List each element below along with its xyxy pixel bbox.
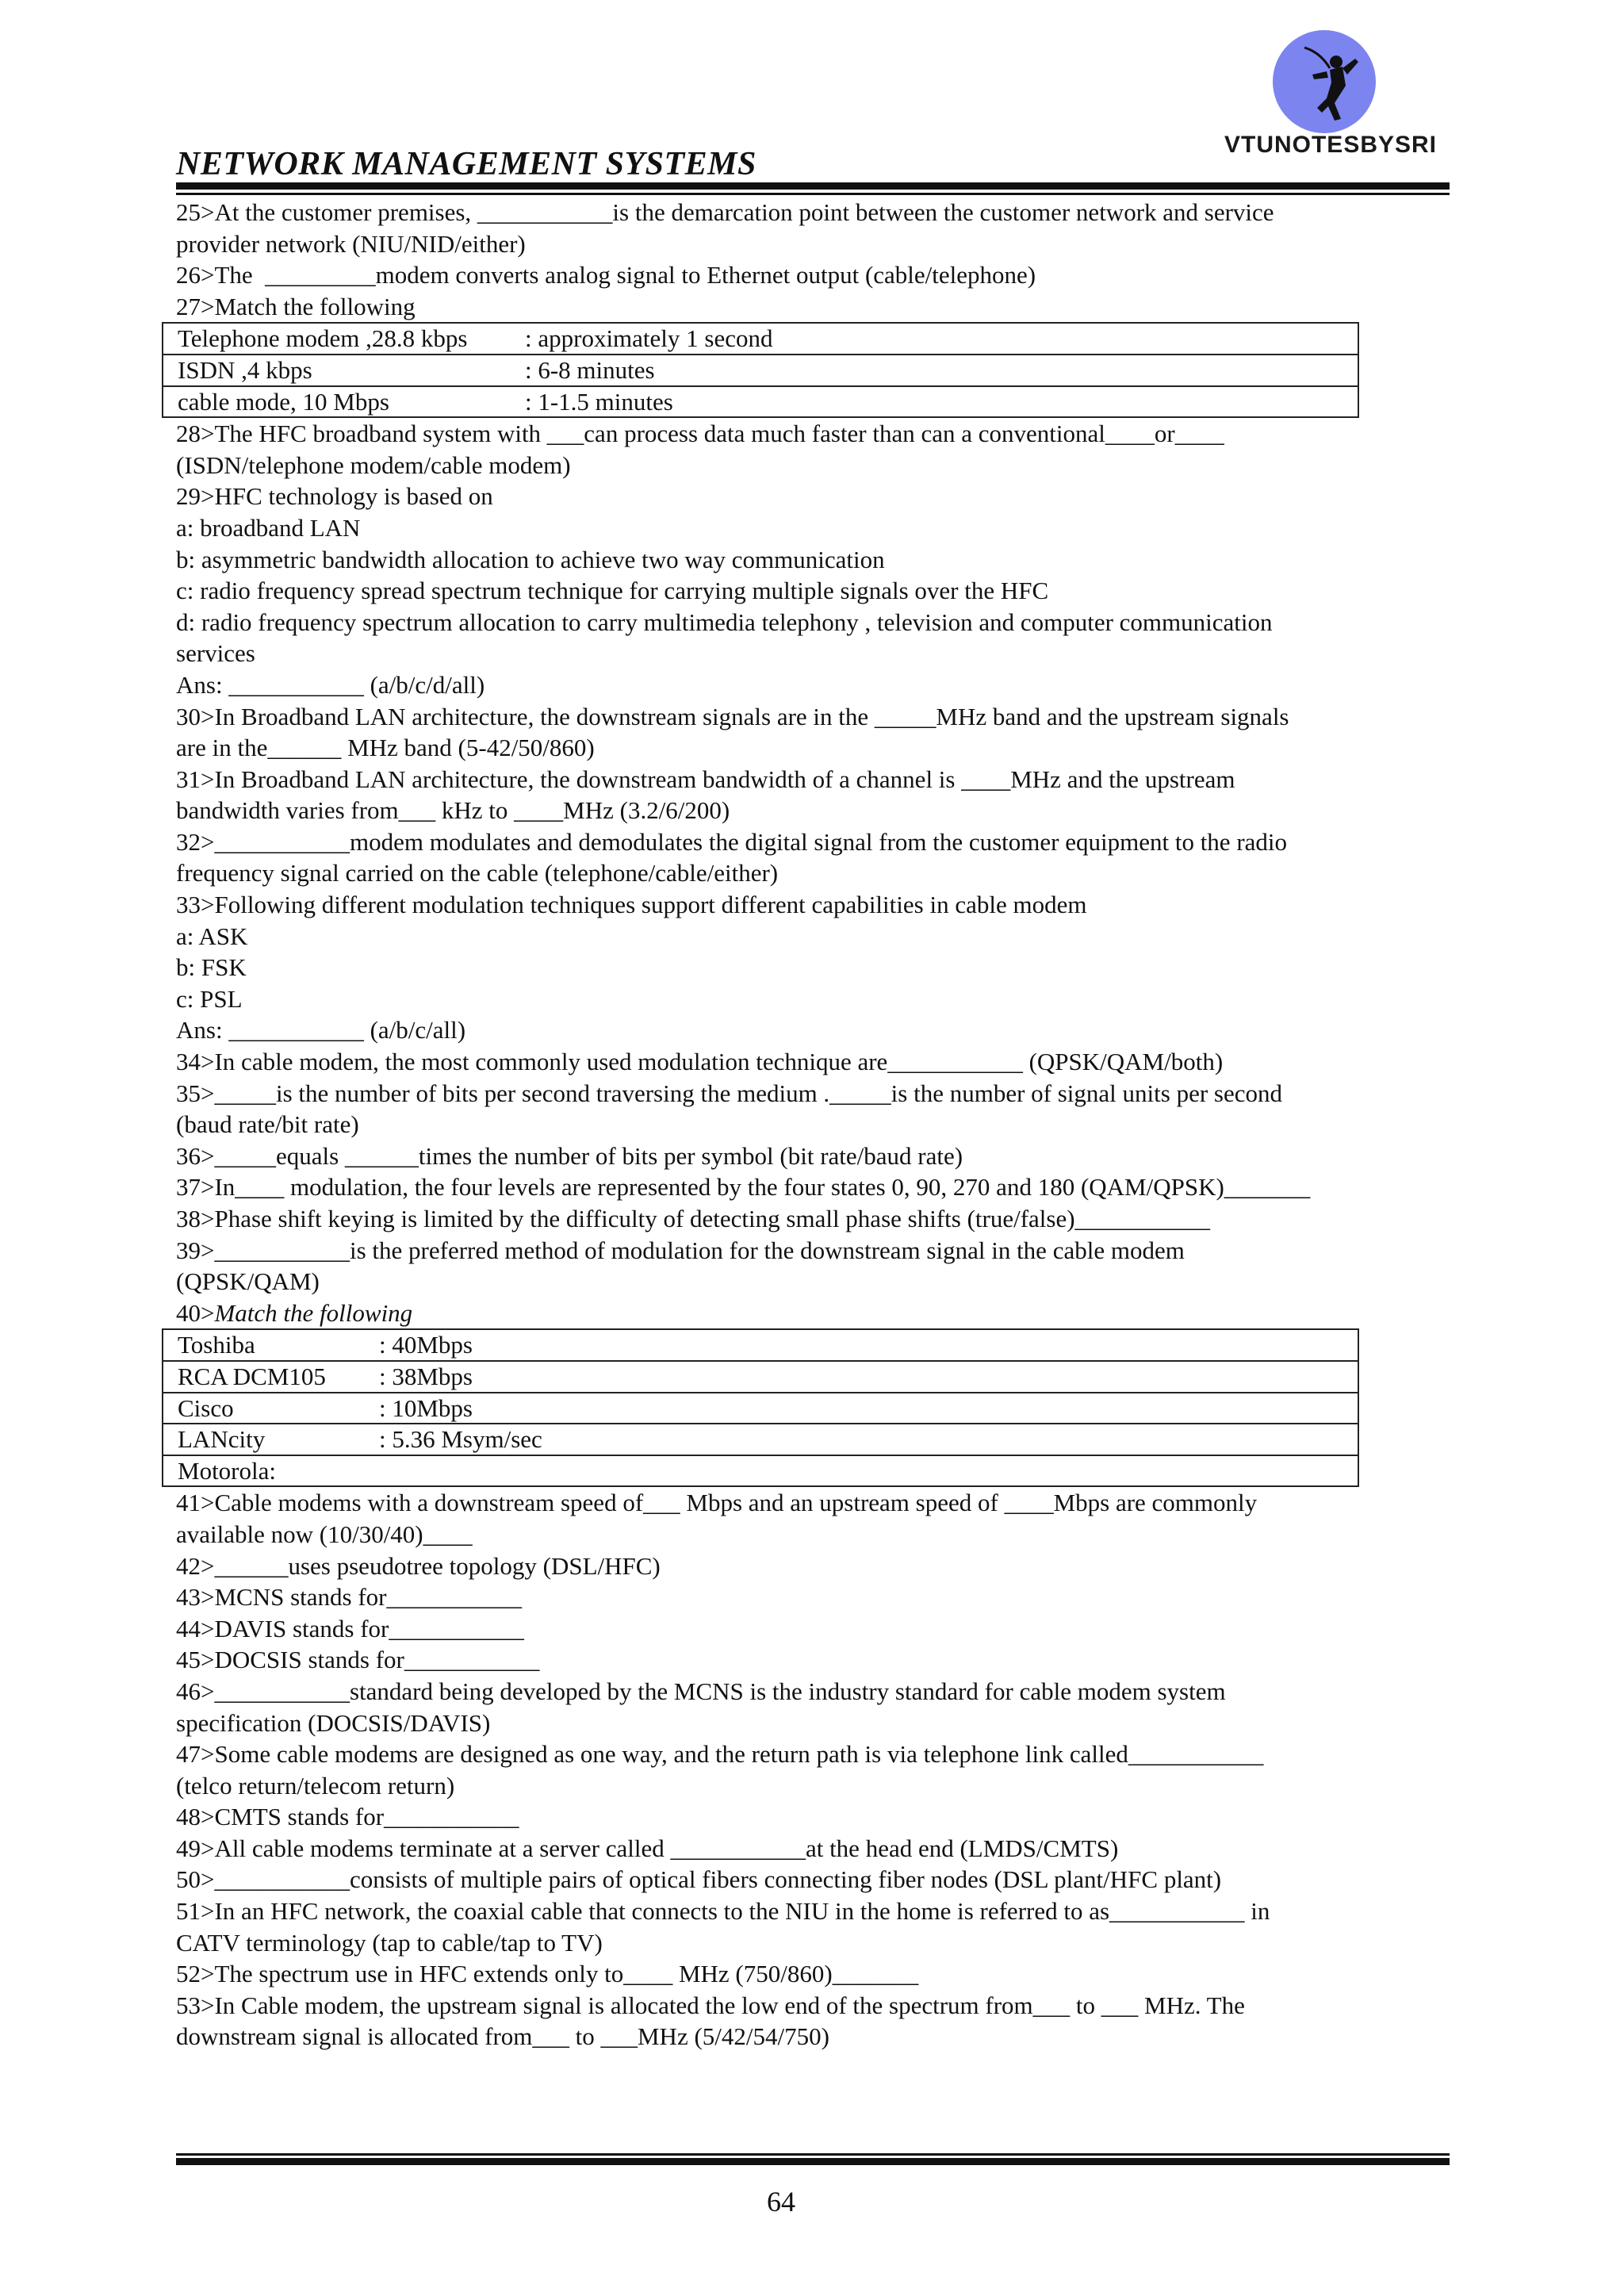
text-line: 46>___________standard being developed by the MCNS is the industry standard for cable modem system bbox=[176, 1677, 1226, 1705]
footer-rule-thin bbox=[176, 2153, 1450, 2156]
text-line: 34>In cable modem, the most commonly used modulation technique are___________ (QPSK/QAM/both) bbox=[176, 1048, 1224, 1076]
text-line: 29>HFC technology is based on bbox=[176, 482, 493, 511]
match-value: : 5.36 Msym/sec bbox=[379, 1425, 542, 1454]
text-line: 49>All cable modems terminate at a server called ___________at the head end (LMDS/CMTS) bbox=[176, 1834, 1119, 1862]
text-line: a: broadband LAN bbox=[176, 513, 361, 542]
text-line: services bbox=[176, 639, 255, 668]
questions-28-39 bbox=[176, 418, 1450, 1297]
table-row bbox=[163, 1329, 1358, 1361]
question-text: Match the following bbox=[214, 1298, 413, 1327]
match-value: : 1-1.5 minutes bbox=[525, 387, 673, 416]
text-line: 37>In____ modulation, the four levels are represented by the four states 0, 90, 270 and 180 (QAM/QPSK)_______ bbox=[176, 1173, 1311, 1202]
table-row bbox=[163, 1361, 1358, 1393]
text-line: c: PSL bbox=[176, 984, 243, 1013]
match-value: : 38Mbps bbox=[379, 1362, 473, 1390]
text-line: (ISDN/telephone modem/cable modem) bbox=[176, 450, 571, 479]
text-line: (baud rate/bit rate) bbox=[176, 1110, 359, 1139]
match-value: : 6-8 minutes bbox=[525, 355, 655, 384]
text-line: 39>___________is the preferred method of modulation for the downstream signal in the cable modem bbox=[176, 1236, 1185, 1264]
question-list bbox=[176, 197, 1450, 2053]
table-row bbox=[163, 1393, 1358, 1424]
table-cell bbox=[163, 1329, 1358, 1361]
page-number: 64 bbox=[767, 2186, 795, 2217]
text-line: (telco return/telecom return) bbox=[176, 1771, 455, 1800]
match-table-modems bbox=[162, 322, 1359, 418]
document-title: NETWORK MANAGEMENT SYSTEMS bbox=[176, 146, 756, 182]
text-line: 48>CMTS stands for___________ bbox=[176, 1803, 519, 1831]
text-line: specification (DOCSIS/DAVIS) bbox=[176, 1708, 491, 1737]
table-row bbox=[163, 386, 1358, 418]
brand-name: VTUNOTESBYSRI bbox=[1224, 132, 1438, 158]
table-row bbox=[163, 323, 1358, 355]
text-line: 32>___________modem modulates and demodulates the digital signal from the customer equipment to the radio bbox=[176, 827, 1288, 856]
climber-logo-icon bbox=[1273, 30, 1376, 133]
match-table-vendors bbox=[162, 1328, 1359, 1487]
text-line: CATV terminology (tap to cable/tap to TV) bbox=[176, 1928, 603, 1957]
text-line: b: asymmetric bandwidth allocation to achieve two way communication bbox=[176, 545, 885, 573]
text-line: 50>___________consists of multiple pairs of optical fibers connecting fiber nodes (DSL plant/HFC plant) bbox=[176, 1865, 1222, 1894]
match-item: Toshiba bbox=[178, 1331, 255, 1359]
match-value: : approximately 1 second bbox=[525, 324, 773, 353]
question-number: 40> bbox=[176, 1298, 215, 1327]
text-line: 52>The spectrum use in HFC extends only to____ MHz (750/860)_______ bbox=[176, 1960, 919, 1988]
text-line: 36>_____equals ______times the number of bits per symbol (bit rate/baud rate) bbox=[176, 1141, 963, 1170]
text-line: 31>In Broadband LAN architecture, the downstream bandwidth of a channel is ____MHz and the upstream bbox=[176, 765, 1235, 793]
match-item: RCA DCM105 bbox=[178, 1362, 326, 1390]
text-line: 45>DOCSIS stands for___________ bbox=[176, 1646, 540, 1674]
text-line: (QPSK/QAM) bbox=[176, 1267, 320, 1296]
text-line: Ans: ___________ (a/b/c/all) bbox=[176, 1016, 466, 1045]
text-line: provider network (NIU/NID/either) bbox=[176, 229, 526, 258]
question-40 bbox=[176, 1297, 1450, 1329]
text-line: 51>In an HFC network, the coaxial cable that connects to the NIU in the home is referred to as___________ in bbox=[176, 1897, 1270, 1926]
text-line: 28>The HFC broadband system with ___can process data much faster than can a conventional____or____ bbox=[176, 420, 1224, 448]
table-cell bbox=[163, 1361, 1358, 1393]
text-line: 25>At the customer premises, ___________is the demarcation point between the customer network and service bbox=[176, 198, 1274, 226]
table-cell bbox=[163, 355, 1358, 386]
header-rule-thin bbox=[176, 193, 1450, 195]
text-line: are in the______ MHz band (5-42/50/860) bbox=[176, 734, 595, 762]
text-line: available now (10/30/40)____ bbox=[176, 1520, 473, 1548]
text-line: 43>MCNS stands for___________ bbox=[176, 1583, 522, 1612]
text-line: frequency signal carried on the cable (telephone/cable/either) bbox=[176, 859, 779, 887]
table-cell bbox=[163, 323, 1358, 355]
questions-25-27 bbox=[176, 197, 1450, 322]
table-cell bbox=[163, 386, 1358, 418]
text-line: Ans: ___________ (a/b/c/d/all) bbox=[176, 670, 485, 699]
text-line: downstream signal is allocated from___ to ___MHz (5/42/54/750) bbox=[176, 2022, 829, 2051]
match-item: ISDN ,4 kbps bbox=[178, 355, 312, 384]
text-line: 27>Match the following bbox=[176, 292, 416, 320]
text-line: 33>Following different modulation techniques support different capabilities in cable modem bbox=[176, 891, 1087, 919]
match-item: Telephone modem ,28.8 kbps bbox=[178, 324, 468, 353]
text-line: c: radio frequency spread spectrum technique for carrying multiple signals over the HFC bbox=[176, 577, 1049, 605]
text-line: bandwidth varies from___ kHz to ____MHz (3.2/6/200) bbox=[176, 796, 730, 825]
table-row bbox=[163, 1424, 1358, 1455]
table-cell bbox=[163, 1455, 1358, 1487]
text-line: 35>_____is the number of bits per second traversing the medium ._____is the number of signal units per second bbox=[176, 1079, 1282, 1107]
questions-41-53 bbox=[176, 1487, 1450, 2053]
text-line: 42>______uses pseudotree topology (DSL/HFC) bbox=[176, 1551, 661, 1580]
text-line: 41>Cable modems with a downstream speed of___ Mbps and an upstream speed of ____Mbps are commonly bbox=[176, 1489, 1258, 1517]
match-item: LANcity bbox=[178, 1425, 266, 1454]
text-line: 30>In Broadband LAN architecture, the downstream signals are in the _____MHz band and the upstream signals bbox=[176, 702, 1289, 730]
text-line: d: radio frequency spectrum allocation to carry multimedia telephony , television and computer communication bbox=[176, 608, 1273, 636]
match-value: : 40Mbps bbox=[379, 1331, 473, 1359]
footer-rule bbox=[176, 2158, 1450, 2165]
text-line: b: FSK bbox=[176, 953, 247, 982]
match-value: : 10Mbps bbox=[379, 1393, 473, 1422]
text-line: 38>Phase shift keying is limited by the difficulty of detecting small phase shifts (true/false)___________ bbox=[176, 1205, 1211, 1232]
table-row bbox=[163, 1455, 1358, 1487]
header-rule bbox=[176, 182, 1450, 190]
text-line: 26>The _________modem converts analog signal to Ethernet output (cable/telephone) bbox=[176, 261, 1036, 289]
text-line: 53>In Cable modem, the upstream signal is allocated the low end of the spectrum from___ to ___ MHz. The bbox=[176, 1991, 1245, 2019]
match-item: Motorola: bbox=[178, 1456, 276, 1485]
match-item: Cisco bbox=[178, 1393, 234, 1422]
text-line: a: ASK bbox=[176, 922, 248, 950]
match-item: cable mode, 10 Mbps bbox=[178, 387, 389, 416]
text-line: 44>DAVIS stands for___________ bbox=[176, 1614, 524, 1642]
table-cell bbox=[163, 1424, 1358, 1455]
table-row bbox=[163, 355, 1358, 386]
text-line: 47>Some cable modems are designed as one way, and the return path is via telephone link called___________ bbox=[176, 1740, 1264, 1769]
table-cell bbox=[163, 1393, 1358, 1424]
